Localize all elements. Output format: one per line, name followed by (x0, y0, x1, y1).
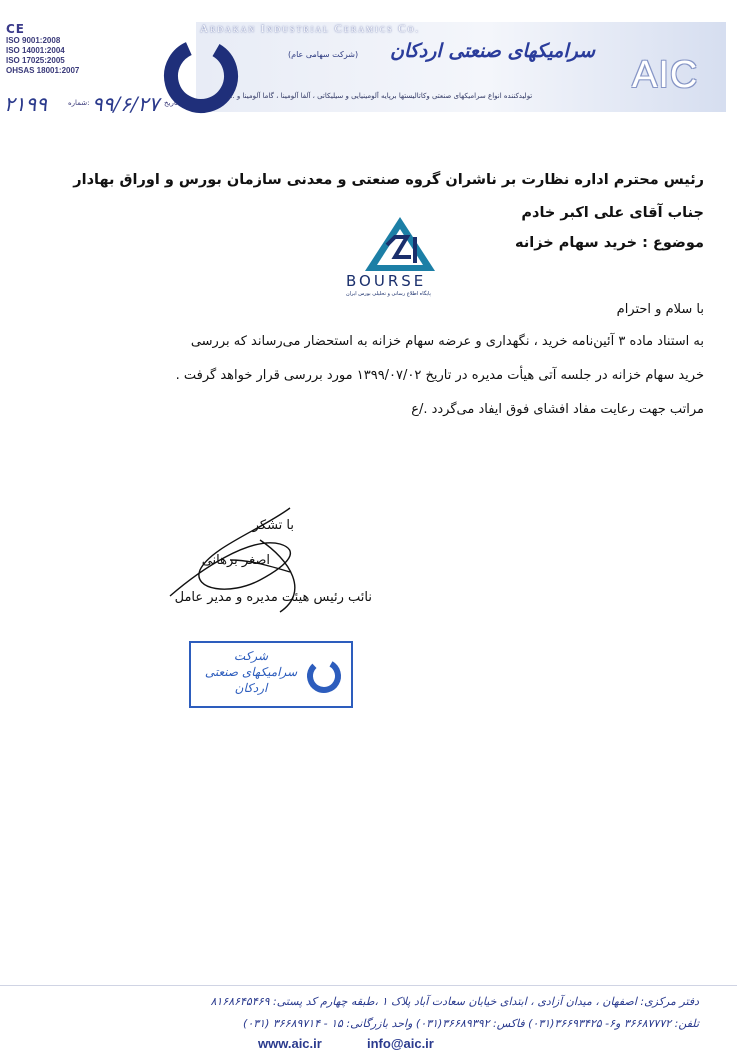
footer-address: دفتر مرکزی: اصفهان ، میدان آزادی ، ابتدای خیابان سعادت آباد پلاک ۱ ،طبقه چهارم کد پستی: ۸۱۶۸۶۴۵۴۶۹ (210, 995, 699, 1008)
stamp-line-1: شرکت (233, 649, 269, 663)
stamp-ring-icon (300, 655, 348, 697)
greeting: با سلام و احترام (616, 302, 704, 317)
cert-ohsas-18001: OHSAS 18001:2007 (6, 66, 80, 75)
cert-iso-9001: ISO 9001:2008 (6, 36, 61, 45)
body-line-3: مراتب جهت رعایت مفاد افشای فوق ایفاد می‌گردد ./ع (411, 402, 704, 417)
footer-divider (0, 985, 737, 986)
company-name-fa: سرامیکهای صنعتی اردکان (390, 40, 596, 62)
footer-website-link[interactable]: www.aic.ir (258, 1036, 322, 1051)
signature-closing: با تشکر (252, 518, 294, 533)
bourse-logo-subtitle: پایگاه اطلاع رسانی و تحلیلی بورس ایران (346, 291, 431, 297)
stamp-line-3: اردکان (234, 681, 268, 695)
company-tagline: تولیدکننده انواع سرامیکهای صنعتی وکاتالیستها برپایه آلومینیایی و سیلیکاتی ، آلفا آلومینا ، گاما آلومینا و ... (228, 92, 533, 100)
cert-iso-14001: ISO 14001:2004 (6, 46, 65, 55)
ce-mark: CE (6, 22, 26, 36)
signatory-name: اصغر برهانی (201, 553, 270, 568)
body-line-1: به استناد ماده ۳ آئین‌نامه خرید ، نگهداری و عرضه سهام خزانه به استحضار می‌رساند که بررسی (190, 334, 704, 349)
stamp-line-2: سرامیکهای صنعتی (204, 665, 298, 679)
body-line-2: خرید سهام خزانه در جلسه آتی هیأت مدیره در تاریخ ۱۳۹۹/۰۷/۰۲ مورد بررسی قرار خواهد گرفت . (175, 368, 704, 383)
signatory-title: نائب رئیس هیئت مدیره و مدیر عامل (174, 590, 372, 605)
letter-date-label: تاریخ: (164, 99, 181, 107)
footer-contacts: تلفن: ۳۶۶۸۷۷۷۲ و۶- ۳۶۶۹۳۴۲۵(۰۳۱) فاکس: ۳۶۶۸۹۳۹۲(۰۳۱) واحد بازرگانی: ۱۵ - ۳۶۶۸۹۷۱۴ (۰۳۱) (243, 1017, 699, 1030)
company-ring-logo (162, 30, 240, 118)
addressee-line: رئیس محترم اداره نظارت بر ناشران گروه صنعتی و معدنی سازمان بورس و اوراق بهادار (73, 172, 704, 188)
letter-number: ۲۱۹۹ (4, 92, 47, 116)
footer-email-link[interactable]: info@aic.ir (367, 1036, 434, 1051)
aic-logo: AIC (632, 54, 699, 96)
company-type: (شرکت سهامی عام) (288, 50, 359, 59)
company-name-en: Ardakan Industrial Ceramics Co. (200, 23, 421, 35)
letter-date: ۹۹/۶/۲۷ (92, 92, 160, 116)
letter-number-label: شماره: (68, 99, 90, 107)
recipient-line: جناب آقای علی اکبر خادم (521, 205, 704, 221)
stamp-text (196, 648, 306, 696)
certification-block (6, 22, 102, 76)
cert-iso-17025: ISO 17025:2005 (6, 56, 65, 65)
bourse-logo-text: BOURSE (346, 272, 427, 290)
subject-line: موضوع : خرید سهام خزانه (515, 235, 704, 251)
